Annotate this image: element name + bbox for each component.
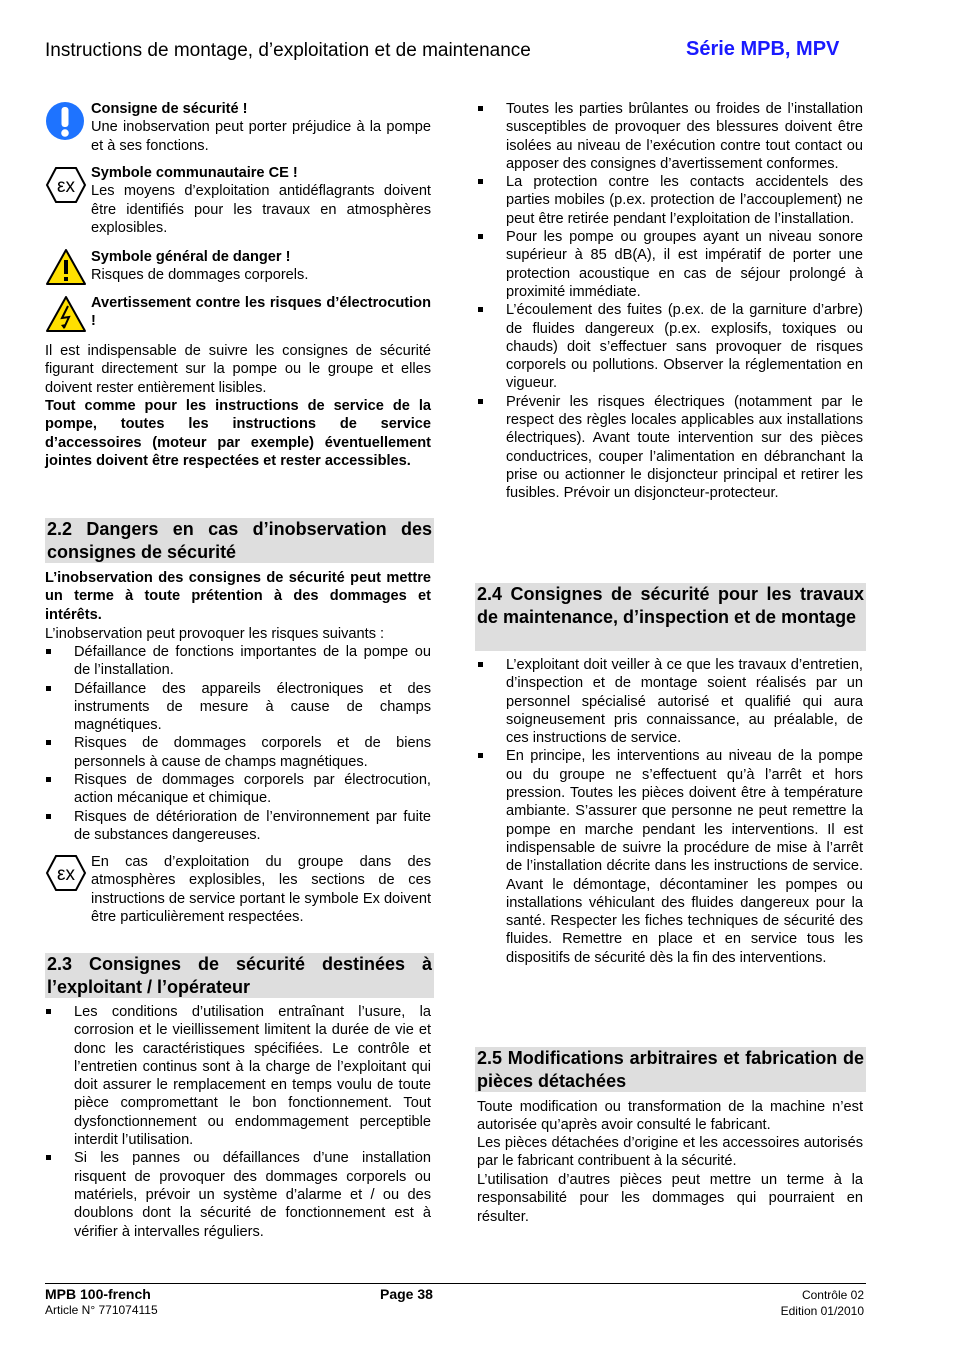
section-2-5-heading: 2.5 Modifications arbitraires et fabrication de pièces détachées [477,1048,864,1091]
footer-divider [45,1283,866,1284]
right-top-list [477,100,863,503]
danger-note-title: Symbole général de danger ! [91,249,291,265]
ce-note-text: Les moyens d’exploitation antidéflagrants doivent être identifiés pour les travaux en atmosphères explosibles. [91,183,431,236]
list-item: Toutes les parties brûlantes ou froides de l’installation susceptibles de provoquer des blessures doivent être isolées au niveau de l’exécution contre tout contact ou apposer des consignes d’avertissement conformes. [477,100,863,173]
list-item: Défaillance de fonctions importantes de la pompe ou de l’installation. [45,643,431,680]
ex-hexagon-icon [45,166,87,204]
list-item: Risques de dommages corporels et de biens personnels à cause de champs magnétiques. [45,734,431,771]
page-number: Page 38 [380,1286,433,1302]
svg-text:εx: εx [57,176,75,197]
list-item: Si les pannes ou défaillances d’une installation risquent de provoquer des dommages corporels ou matériels, prévoir un système d’alarme et / ou des doublons dont la sécurité de fonctionnement est à vérifier à intervalles réguliers. [45,1149,431,1240]
ex-note-text: En cas d’exploitation du groupe dans des atmosphères explosibles, les sections de ces instructions de service portant le symbole Ex doivent être particulièrement respectées. [91,854,431,925]
footer-control: Contrôle 02 [801,1288,864,1302]
list-item: La protection contre les contacts accidentels des parties mobiles (p.ex. protection de l’accouplement) ne peut être retirée pendant l’exploitation de l’installation. [477,173,863,228]
danger-note-text: Risques de dommages corporels. [91,267,309,284]
section-2-5-paragraph-2: Les pièces détachées d’origine et les accessoires autorisés par le fabricant contribuent à la sécurité. [477,1135,863,1170]
list-item: En principe, les interventions au niveau de la pompe ou du groupe ne s’effectuent qu’à l’arrêt et hors pression. Toutes les pièces doivent être à température ambiante. S’assurer que personne ne peut remettre la pompe en marche pendant les interventions. Il est indispensable de suivre la procédure de mise à l’arrêt de l’installation décrite dans les instructions de service. Avant le démontage, décontaminer les pompes ou installations véhiculant des fluides dangereux pour la santé. Respecter les fiches techniques de sécurité des fluides. Remettre en place et en service tous les dispositifs de sécurité dès la fin des interventions. [477,747,863,967]
section-2-4-heading: 2.4 Consignes de sécurité pour les travaux de maintenance, d’inspection et de montage [475,583,866,651]
section-2-5-paragraph-3: L’utilisation d’autres pièces peut mettre un terme à la responsabilité pour les dommages qui pourraient en résulter. [477,1172,863,1225]
accessories-paragraph: Tout comme pour les instructions de service de la pompe, toutes les instructions de service d’accessoires (moteur par exemple) éventuellement jointes doivent être respectées et rester accessibles. [45,398,431,469]
section-2-5-paragraph-1: Toute modification ou transformation de la machine n’est autorisée qu’après avoir consulté le fabricant. [477,1099,863,1134]
section-2-2-heading: 2.2 Dangers en cas d’inobservation des consignes de sécurité [47,519,432,562]
warning-triangle-icon [45,248,87,286]
series-title: Série MPB, MPV [686,38,840,60]
section-2-2-list [45,643,431,844]
list-item: Défaillance des appareils électroniques et des instruments de mesure à cause de champs magnétiques. [45,680,431,735]
section-2-4-list [477,656,863,967]
list-item: Prévenir les risques électriques (notamment par le respect des règles locales applicables aux installations électriques). Avant toute intervention sur des pièces conductrices, couper l’alimentation en débranchant la prise ou actionner le disjoncteur principal et retirer les fusibles. Prévoir un disjoncteur-protecteur. [477,393,863,503]
safety-note-text: Une inobservation peut porter préjudice à la pompe et à ses fonctions. [91,119,431,154]
list-item: Pour les pompe ou groupes ayant un niveau sonore supérieur à 85 dB(A), il est impératif de porter une protection acoustique en cas de séjour prolongé à proximité immédiate. [477,228,863,301]
lightning-triangle-icon [45,295,87,333]
svg-text:εx: εx [57,864,75,885]
document-title: Instructions de montage, d’exploitation et de maintenance [45,40,531,61]
list-item: L’écoulement des fuites (p.ex. de la garniture d’arbre) de fluides dangereux (p.ex. explosifs, toxiques ou chauds) doit s’effectuer sans provoquer de risques corporels ou pollutions. Observer la réglementation en vigueur. [477,301,863,392]
ex-hexagon-icon [45,854,87,892]
list-item: Les conditions d’utilisation entraînant l’usure, la corrosion et le vieillissement limitent la durée de vie et donc les caractéristiques spécifiées. Le contrôle et l’entretien continus sont à la charge de l’exploitant qui doit assurer le remplacement en temps voulu de toute pièce compromettant le bon fonctionnement. Tout dysfonctionnement ou endommagement perceptible interdit l’utilisation. [45,1003,431,1149]
electro-note-title: Avertissement contre les risques d’électrocution ! [91,295,431,330]
ce-note-title: Symbole communautaire CE ! [91,165,298,181]
section-2-2-intro: L’inobservation peut provoquer les risques suivants : [45,626,385,642]
section-2-2-bold: L’inobservation des consignes de sécurité peut mettre un terme à toute prétention à des dommages et intérêts. [45,570,431,623]
safety-note-title: Consigne de sécurité ! [91,101,248,117]
footer-article: Article N° 771074115 [45,1303,158,1317]
list-item: Risques de dommages corporels par électrocution, action mécanique et chimique. [45,771,431,808]
section-2-3-list [45,1003,431,1241]
footer-edition: Edition 01/2010 [780,1304,864,1318]
footer-document-id: MPB 100-french [45,1286,151,1302]
section-2-3-heading: 2.3 Consignes de sécurité destinées à l’exploitant / l’opérateur [47,954,432,997]
list-item: L’exploitant doit veiller à ce que les travaux d’entretien, d’inspection et de montage soient réalisés par un personnel spécialisé autorisé et qualifié qui aura soigneusement pris connaissance, au préalable, de ces instructions de service. [477,656,863,747]
exclamation-circle-icon [45,100,85,142]
intro-paragraph: Il est indispensable de suivre les consignes de sécurité figurant directement sur la pompe ou le groupe et elles doivent rester entièrement lisibles. [45,343,431,396]
list-item: Risques de détérioration de l’environnement par fuite de substances dangereuses. [45,808,431,845]
